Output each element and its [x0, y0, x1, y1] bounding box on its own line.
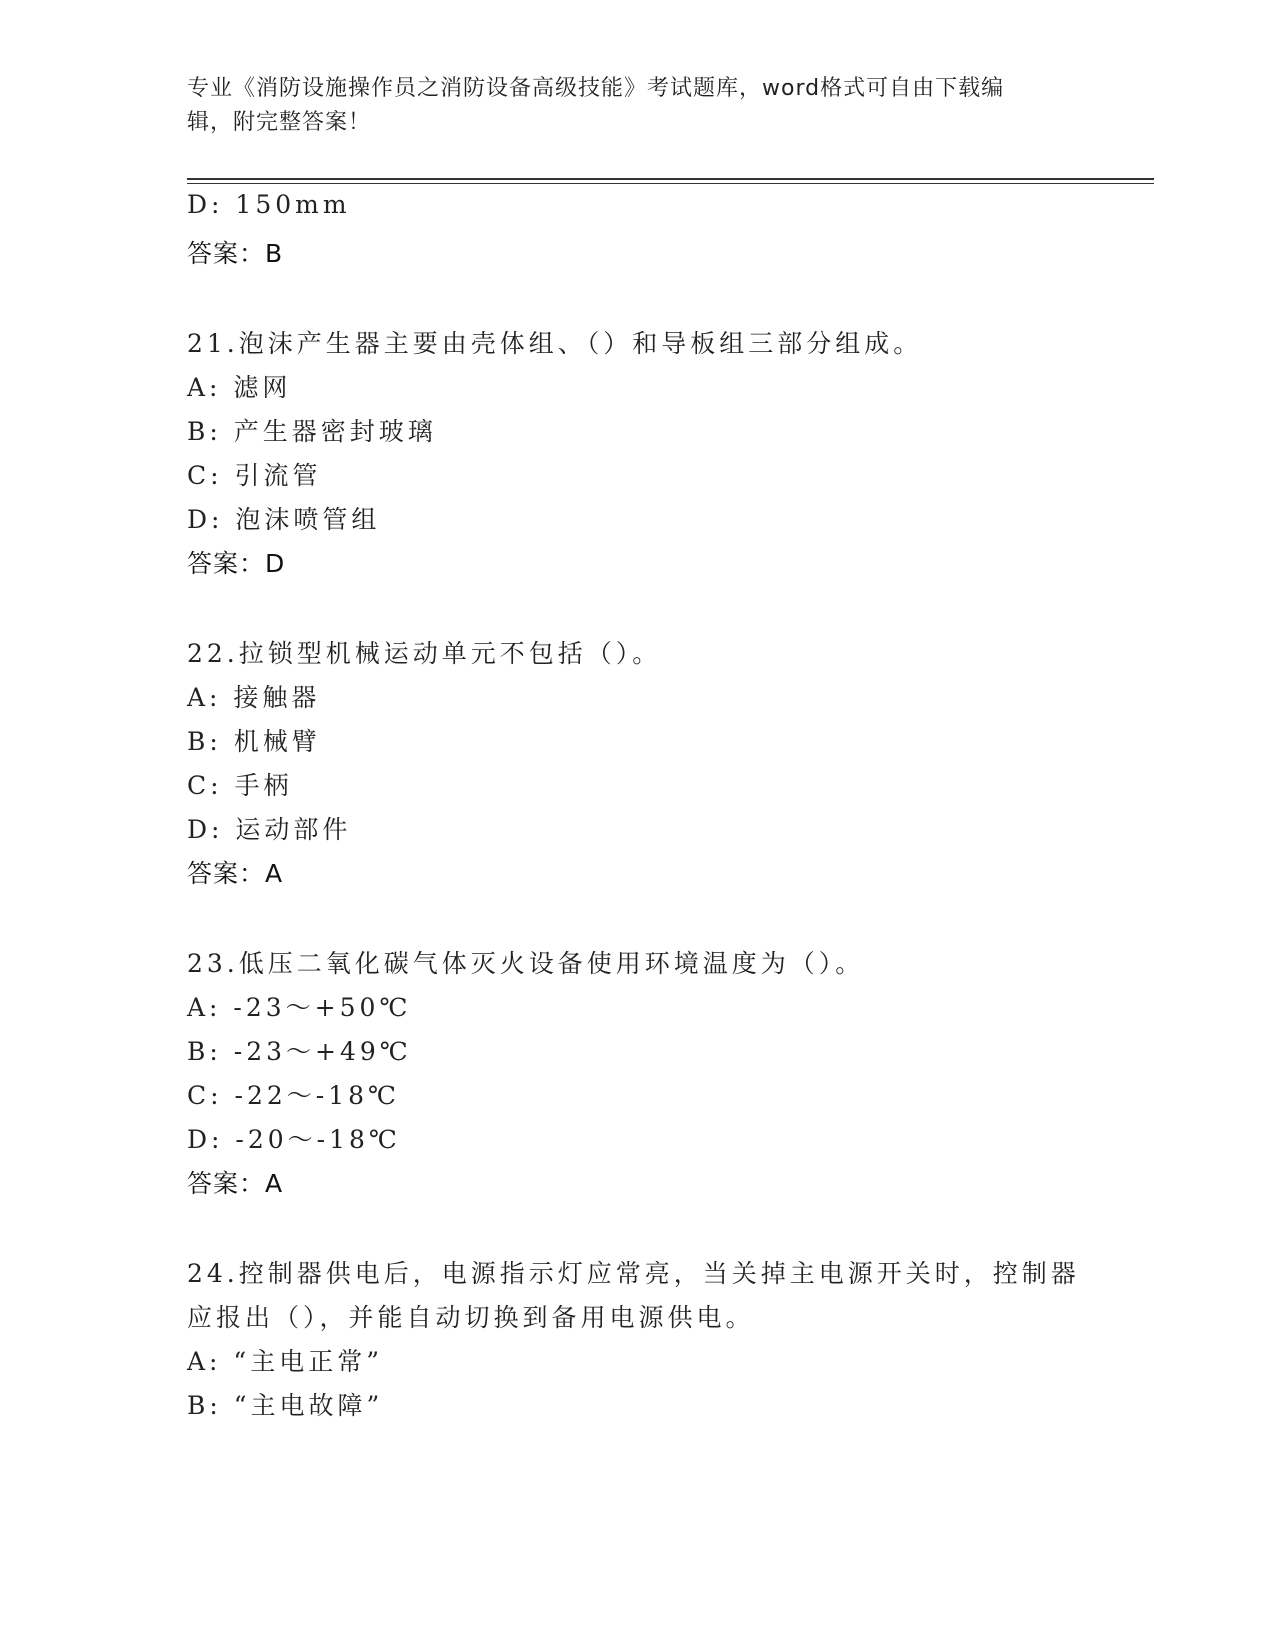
- question-22-option-c: C: 手柄: [187, 771, 293, 800]
- header-title-line1: 专业《消防设施操作员之消防设备高级技能》考试题库，word格式可自由下载编: [187, 76, 1005, 101]
- question-21-option-b: B: 产生器密封玻璃: [187, 417, 437, 446]
- question-22-answer: 答案：A: [187, 859, 284, 888]
- question-23-option-b: B: -23～+49℃: [187, 1037, 412, 1066]
- question-23-stem: 23.低压二氧化碳气体灭火设备使用环境温度为（）。: [187, 949, 865, 978]
- header-title-line2: 辑，附完整答案！: [187, 110, 372, 135]
- question-22-option-b: B: 机械臂: [187, 727, 321, 756]
- prev-option-d: D: 150mm: [187, 190, 351, 219]
- question-23-option-c: C: -22～-18℃: [187, 1081, 400, 1110]
- question-23-option-a: A: -23～+50℃: [187, 993, 412, 1022]
- header-divider-thick: [187, 178, 1154, 180]
- question-21-option-c: C: 引流管: [187, 461, 322, 490]
- question-21-answer: 答案：D: [187, 549, 286, 578]
- question-24-stem-line1: 24.控制器供电后，电源指示灯应常亮，当关掉主电源开关时，控制器: [187, 1259, 1080, 1288]
- header-divider-thin: [187, 183, 1154, 184]
- question-22-stem: 22.拉锁型机械运动单元不包括（）。: [187, 639, 662, 668]
- question-23-answer: 答案：A: [187, 1169, 284, 1198]
- prev-answer: 答案：B: [187, 239, 284, 268]
- question-24-option-b: B: “主电故障”: [187, 1391, 384, 1420]
- question-21-stem: 21.泡沫产生器主要由壳体组、（）和导板组三部分组成。: [187, 329, 923, 358]
- question-24-option-a: A: “主电正常”: [187, 1347, 383, 1376]
- question-21-option-a: A: 滤网: [187, 373, 292, 402]
- question-21-option-d: D: 泡沫喷管组: [187, 505, 381, 534]
- question-22-option-d: D: 运动部件: [187, 815, 352, 844]
- question-24-stem-line2: 应报出（），并能自动切换到备用电源供电。: [187, 1303, 755, 1332]
- question-22-option-a: A: 接触器: [187, 683, 321, 712]
- document-header: [187, 72, 1067, 140]
- question-23-option-d: D: -20～-18℃: [187, 1125, 401, 1154]
